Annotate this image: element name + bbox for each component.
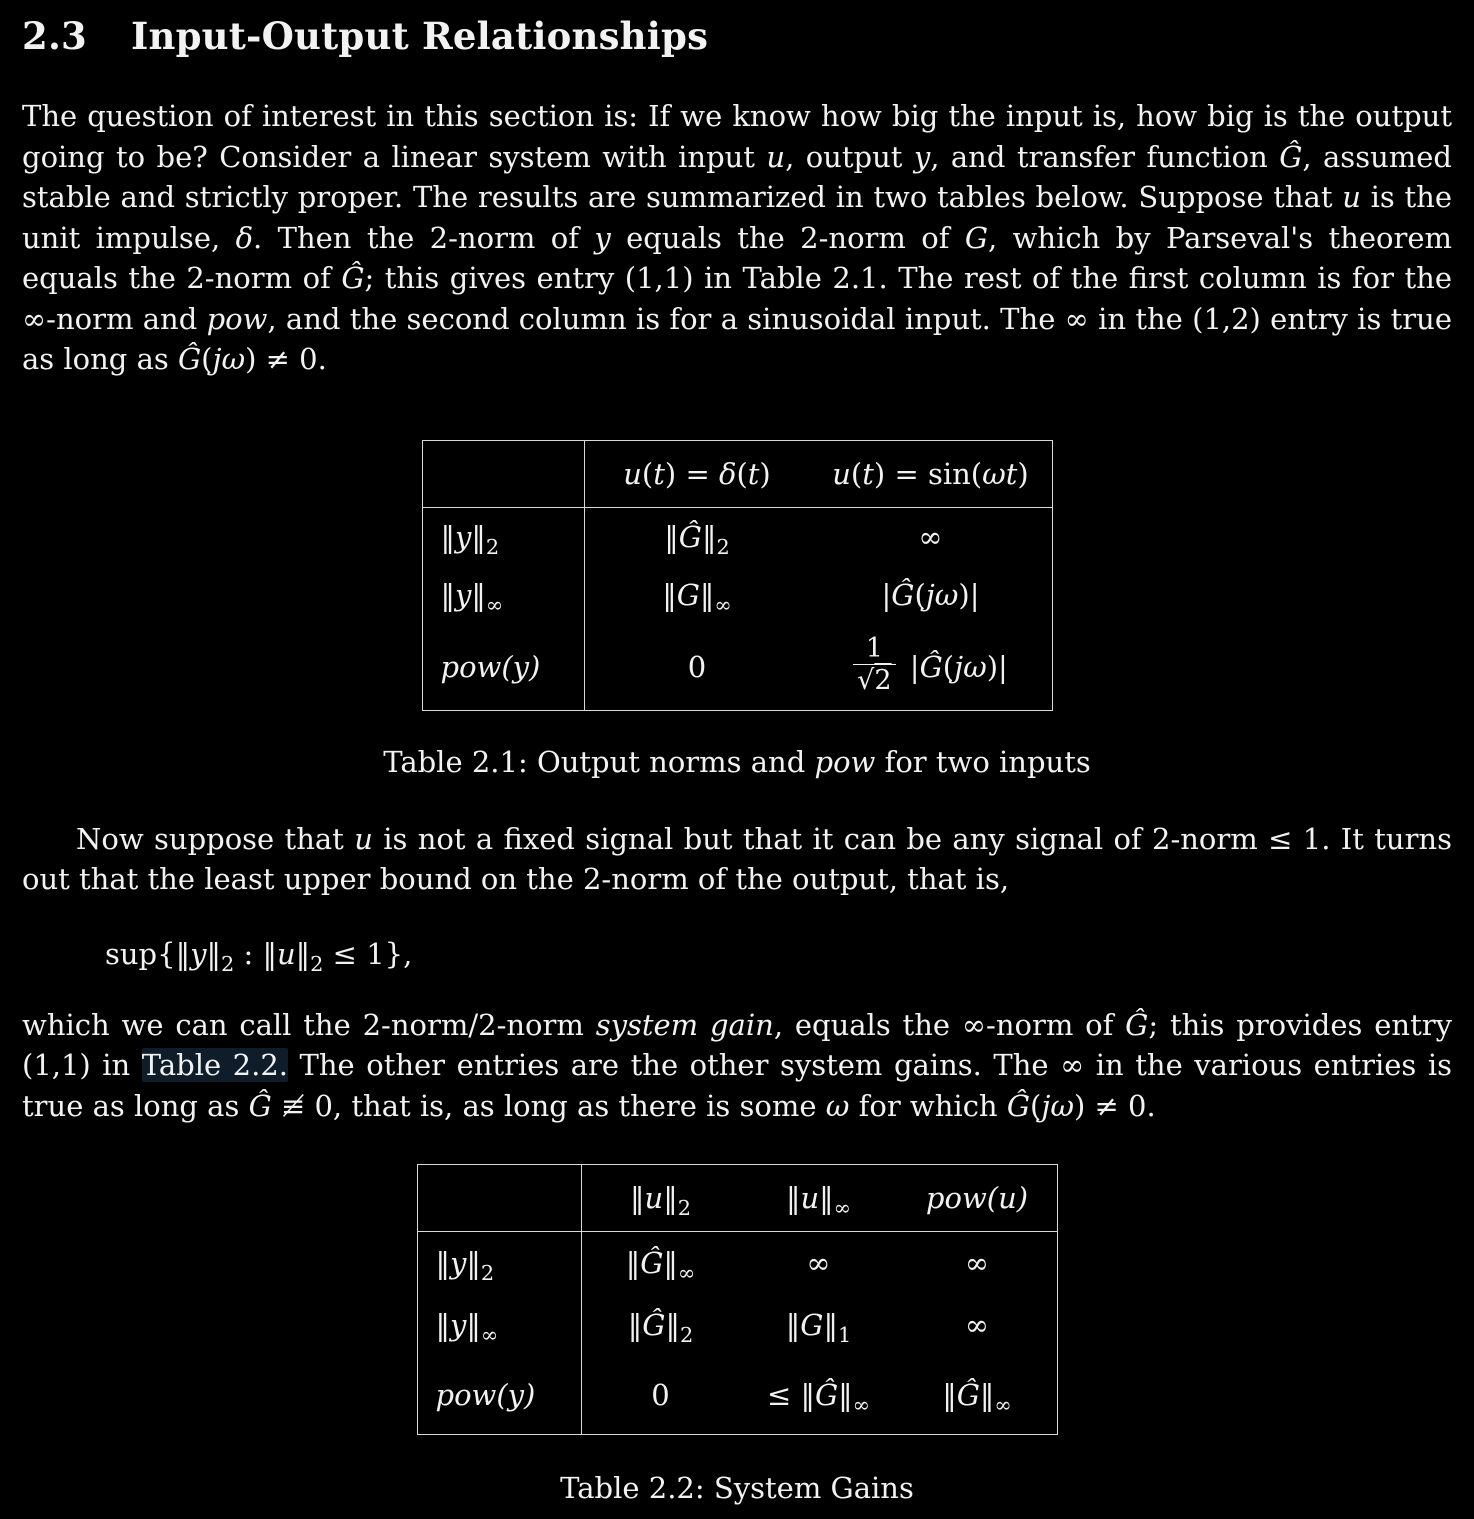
table-2-1-row-label: pow(y) xyxy=(422,624,584,711)
table-2-1-cell: $‖G‖_\infty$ xyxy=(662,577,732,617)
table-2-2-corner-cell xyxy=(417,1165,581,1232)
table-2-2-link[interactable]: Table 2.2. xyxy=(141,1048,288,1082)
table-2-1-cell: 0 xyxy=(687,649,707,684)
table-2-2-cell: $‖Ĝ‖_\infty$ xyxy=(625,1246,696,1285)
table-2-2-cell: ∞ xyxy=(964,1308,990,1342)
table-2-2-row-label: pow(y) xyxy=(417,1356,581,1435)
table-2-2-cell: ≤ $‖Ĝ‖_\infty$ xyxy=(766,1378,871,1417)
table-2-2-row-label: $‖y‖_2$ xyxy=(417,1232,581,1295)
paragraph-system-gain-after: The other entries are the other system gains. The ∞ in the various entries is true as long as Ĝ ≢ 0, that is, as long as there is some ω for which Ĝ(jω) ≠ 0. xyxy=(22,1048,1452,1123)
table-2-1-row-label: $‖y‖_\infty$ xyxy=(422,566,584,624)
section-heading xyxy=(22,14,1452,58)
paragraph-intro: The question of interest in this section is: If we know how big the input is, how big is the output going to be? Consider a linear system with input u, output y, and transfer function Ĝ, assumed stable and strictly proper. The results are summarized in two tables below. Suppose that u is the unit impulse, δ. Then the 2-norm of y equals the 2-norm of G, which by Parseval's theorem equals the 2-norm of Ĝ; this gives entry (1,1) in Table 2.1. The rest of the first column is for the ∞-norm and pow, and the second column is for a sinusoidal input. The ∞ in the (1,2) entry is true as long as Ĝ(jω) ≠ 0. xyxy=(22,99,1452,376)
paragraph-system-gain xyxy=(22,1005,1452,1127)
table-2-2-row-label: $‖y‖_\infty$ xyxy=(417,1294,581,1356)
table-2-2-cell: 0 xyxy=(651,1378,670,1412)
table-2-2-column-header: $‖u‖_2$ xyxy=(581,1165,740,1232)
fraction-denominator: √2 xyxy=(853,664,895,695)
section-number: 2.3 xyxy=(22,14,87,58)
table-2-1-column-header: u(t) = δ(t) xyxy=(584,440,810,507)
table-2-2 xyxy=(417,1164,1058,1435)
table-2-2-cell: $‖Ĝ‖_2$ xyxy=(627,1308,694,1347)
table-2-1-corner-cell xyxy=(422,440,584,507)
table-2-1-caption: Table 2.1: Output norms and pow for two inputs xyxy=(383,744,1091,779)
table-2-1-row-label: $‖y‖_2$ xyxy=(422,507,584,566)
table-2-1 xyxy=(422,440,1053,711)
table-2-2-cell: ∞ xyxy=(964,1246,990,1280)
table-2-2-cell: $‖Ĝ‖_\infty$ xyxy=(942,1378,1012,1417)
section-title: Input-Output Relationships xyxy=(130,14,709,58)
paragraph-suppose: Now suppose that u is not a fixed signal but that it can be any signal of 2-norm ≤ 1. It turns out that the least upper bound on the 2-norm of the output, that is, xyxy=(22,821,1452,896)
fraction-numerator: 1 xyxy=(865,633,883,665)
table-2-1-cell: $‖Ĝ‖_2$ xyxy=(664,519,730,559)
table-2-2-column-header: pow(u) xyxy=(898,1165,1058,1232)
table-2-1-cell xyxy=(810,624,1053,711)
table-2-2-caption: Table 2.2: System Gains xyxy=(560,1471,914,1505)
fraction-rest: |Ĝ(jω)| xyxy=(909,649,1008,684)
table-2-1-cell: ∞ xyxy=(918,519,943,554)
paragraph-system-gain-before: which we can call the 2-norm/2-norm system gain, equals the ∞-norm of Ĝ; this provides entry (1,1) in xyxy=(22,1007,1452,1082)
table-2-2-column-header: $‖u‖_\infty$ xyxy=(740,1165,898,1232)
table-2-1-cell: |Ĝ(jω)| xyxy=(881,577,980,612)
table-2-2-cell: ∞ xyxy=(806,1246,831,1280)
table-2-2-cell: $‖G‖_1$ xyxy=(785,1308,852,1347)
table-2-1-column-header: u(t) = sin(ωt) xyxy=(810,440,1053,507)
fraction xyxy=(853,634,895,694)
equation-sup-norm: $sup\{‖y‖_2$ : $‖u‖_2 \le 1$}, xyxy=(105,936,413,976)
